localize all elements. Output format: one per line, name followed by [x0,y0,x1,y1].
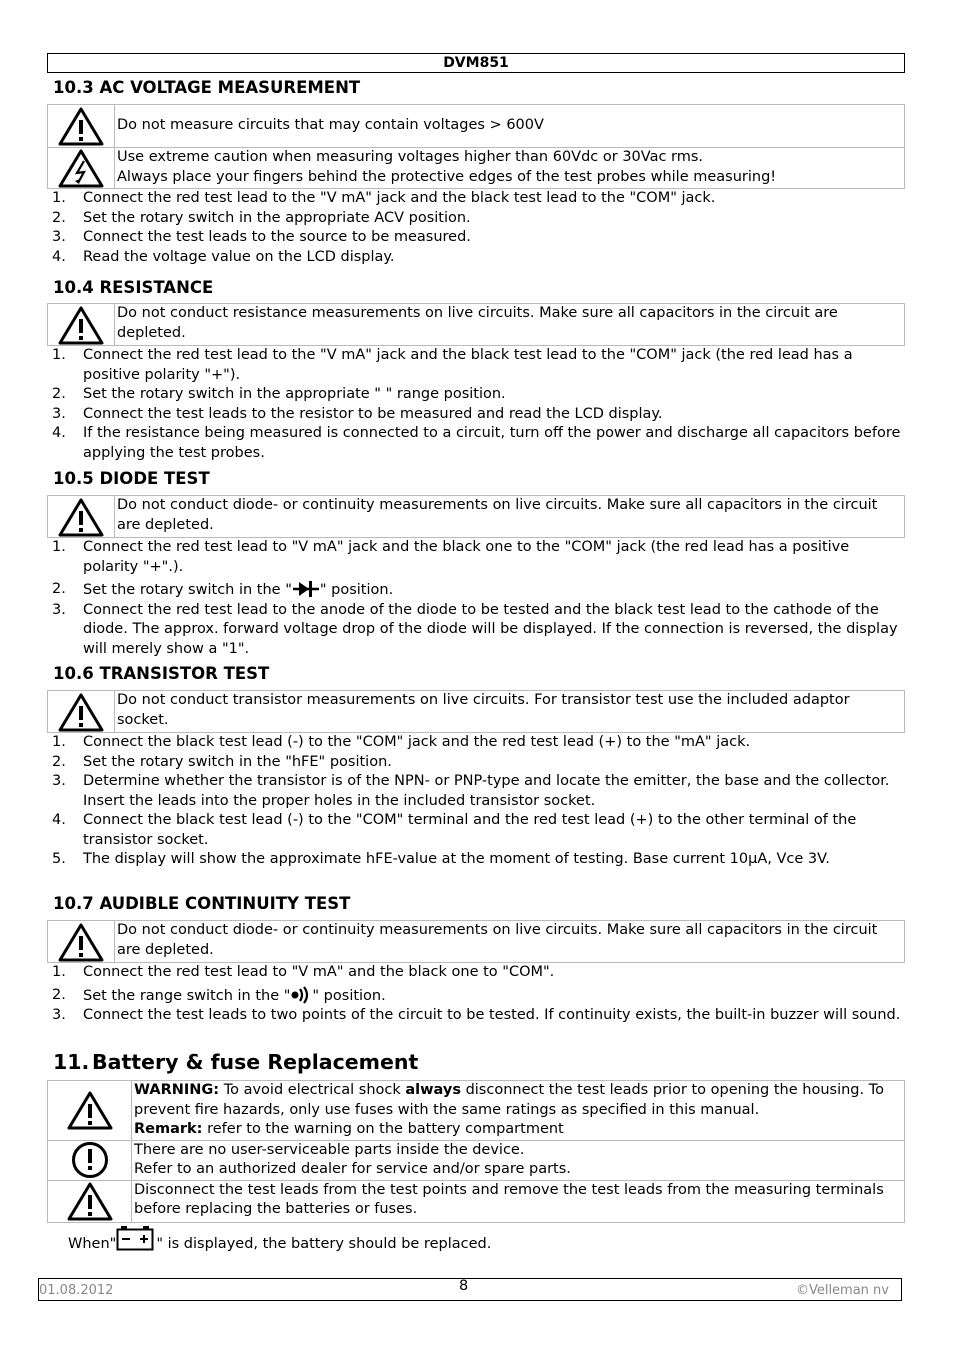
section-title: 10.3 AC VOLTAGE MEASUREMENT [53,78,361,97]
section-title: 10.6 TRANSISTOR TEST [53,664,270,683]
warning-table [47,495,905,538]
battery-note: When" " is displayed, the battery should be replaced. [47,1225,905,1255]
warning-text: Do not conduct diode- or continuity measurements on live circuits. Make sure all capacitors in the circuit are depleted. [115,921,905,963]
warning-triangle-icon [48,105,115,148]
section-title: 10.4 RESISTANCE [53,278,214,297]
warning-text: Do not conduct resistance measurements on live circuits. Make sure all capacitors in the circuit are depleted. [115,304,905,346]
steps-list [47,189,905,267]
warning-line: Use extreme caution when measuring voltages higher than 60Vdc or 30Vac rms. [117,149,704,165]
section-transistor-test [47,663,905,870]
list-item: 4. If the resistance being measured is connected to a circuit, turn off the power and discharge all capacitors before applying the test probes. [52,425,901,461]
list-item: 3. Connect the red test lead to the anode of the diode to be tested and the black test lead to the cathode of the diode. The approx. forward voltage drop of the diode will be displayed. If the connection is reversed, the display will merely show a "1". [52,601,898,657]
model-name: DVM851 [443,55,509,71]
warning-triangle-icon [48,1180,132,1222]
warning-text: Do not conduct transistor measurements on live circuits. For transistor test use the included adaptor socket. [115,691,905,733]
list-item: 3. Connect the test leads to the resistor to be measured and read the LCD display. [52,405,663,422]
section-resistance [47,277,905,463]
section-title: 10.5 DIODE TEST [53,469,210,488]
warning-triangle-icon [48,496,115,538]
list-item: 4. Read the voltage value on the LCD display. [52,248,395,265]
list-item: 1. Connect the black test lead (-) to the "COM" jack and the red test lead (+) to the "mA" jack. [52,734,751,750]
list-item: 1. Connect the red test lead to the "V mA" jack and the black test lead to the "COM" jack (the red lead has a positive polarity "+"). [52,347,853,383]
list-item: 2. Set the range switch in the " " position. [52,986,386,1004]
warning-triangle-icon [48,921,115,963]
list-item: 3. Connect the test leads to two points of the circuit to be tested. If continuity exists, the built-in buzzer will sound. [52,1007,901,1023]
warning-triangle-icon [48,304,115,346]
list-item: 5. The display will show the approximate hFE-value at the moment of testing. Base current 10µA, Vce 3V. [52,851,830,867]
steps-list [47,733,905,870]
warning-text: WARNING: To avoid electrical shock always disconnect the test leads prior to opening the housing. To prevent fire hazards, only use fuses with the same ratings as specified in this manual. Remark: refer to the warning on the battery compartment [132,1081,905,1141]
section-title: 10.7 AUDIBLE CONTINUITY TEST [53,894,351,913]
section-battery-fuse [47,1049,905,1254]
steps-list [47,538,905,659]
section-continuity-test [47,893,905,1026]
page-header [47,53,905,73]
list-item: 3. Connect the test leads to the source to be measured. [52,229,471,245]
warning-table [47,690,905,733]
warning-table [47,104,905,189]
warning-text: Do not measure circuits that may contain voltages > 600V [115,105,905,148]
list-item: 1. Connect the red test lead to the "V mA" jack and the black test lead to the "COM" jack. [52,190,716,206]
warning-text: Disconnect the test leads from the test points and remove the test leads from the measuring terminals before replacing the batteries or fuses. [132,1180,905,1222]
steps-list [47,963,905,1026]
buzzer-sound-icon [290,986,312,1004]
section-ac-voltage [47,77,905,267]
chapter-title: 11. Battery & fuse Replacement [53,1050,419,1074]
exclamation-circle-icon [48,1140,132,1180]
section-diode-test [47,468,905,659]
list-item: 1. Connect the red test lead to "V mA" and the black one to "COM". [52,964,555,980]
warning-table [47,303,905,346]
diode-symbol-icon [292,580,320,598]
warning-line: Always place your fingers behind the protective edges of the test probes while measuring! [117,168,777,185]
warning-triangle-icon [48,691,115,733]
footer-copyright: ©Velleman nv [795,1283,889,1298]
page-number: 8 [459,1278,469,1294]
list-item: 2. Set the rotary switch in the " " position. [52,581,394,598]
list-item: 3. Determine whether the transistor is of the NPN- or PNP-type and locate the emitter, the base and the collector. Insert the leads into the proper holes in the included transistor socket. [52,773,890,809]
list-item: 4. Connect the black test lead (-) to the "COM" terminal and the red test lead (+) to the other terminal of the transistor socket. [52,812,857,848]
warning-text: Do not conduct diode- or continuity measurements on live circuits. Make sure all capacitors in the circuit are depleted. [115,496,905,538]
warning-table [47,920,905,963]
footer-date: 01.08.2012 [39,1283,114,1298]
list-item: 2. Set the rotary switch in the "hFE" position. [52,753,392,770]
high-voltage-icon [48,148,115,189]
list-item: 2. Set the rotary switch in the appropriate ACV position. [52,209,471,226]
warning-table [47,1080,905,1223]
page-footer [38,1278,902,1301]
warning-triangle-icon [48,1081,132,1141]
notice-text: There are no user-serviceable parts inside the device. Refer to an authorized dealer for service and/or spare parts. [132,1140,905,1180]
steps-list [47,346,905,463]
list-item: 1. Connect the red test lead to "V mA" jack and the black one to the "COM" jack (the red lead has a positive polarity "+".). [52,539,850,575]
warning-text [115,148,905,189]
low-battery-icon [116,1225,156,1251]
list-item: 2. Set the rotary switch in the appropriate " " range position. [52,386,506,402]
